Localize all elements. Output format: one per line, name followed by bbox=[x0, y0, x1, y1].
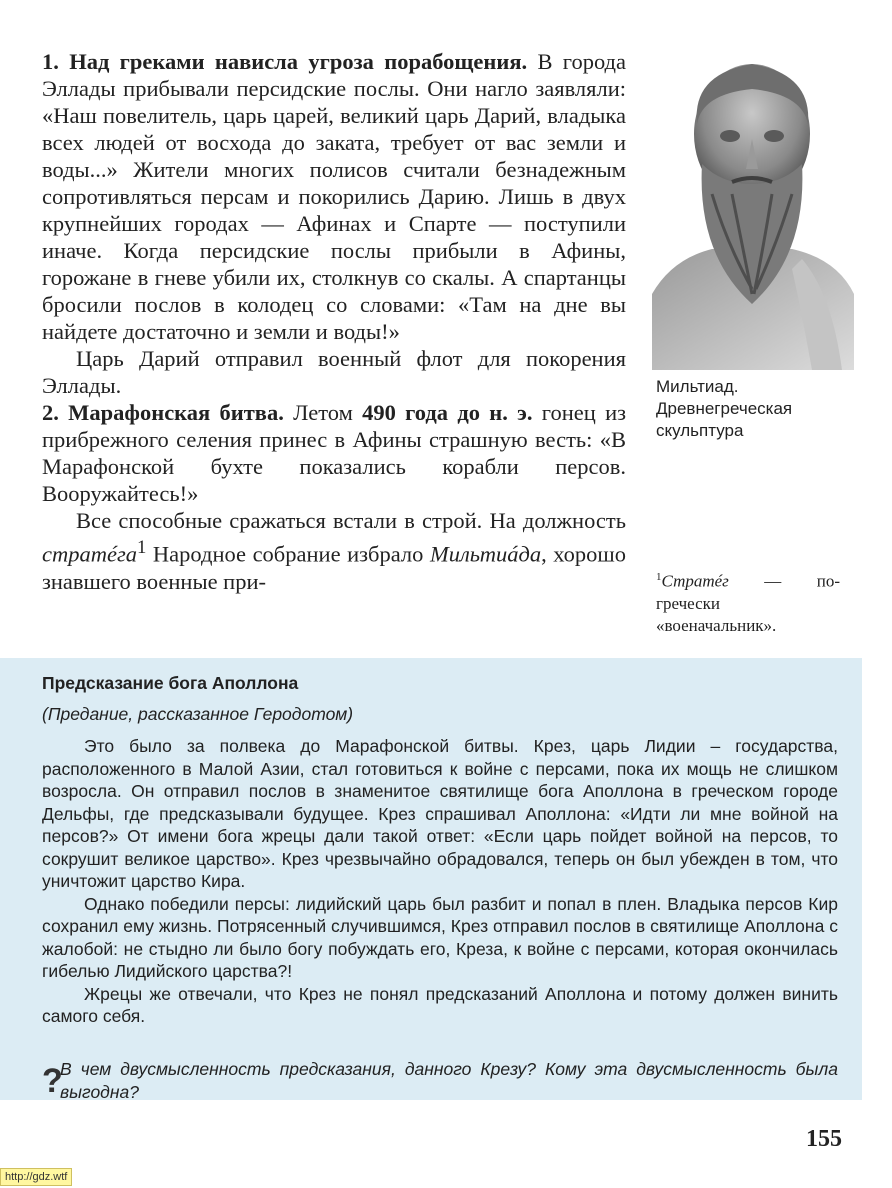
story-title: Предсказание бога Аполлона bbox=[42, 673, 299, 693]
miltiades-bust-image bbox=[652, 44, 854, 370]
section-2-text-b: гонец из прибрежного селения принес в Афины страшную весть: «В Марафонской бухте показались корабли персов. Вооружайтесь!» bbox=[42, 400, 627, 506]
section-2-paragraph bbox=[42, 399, 626, 507]
section-2-year: 490 года до н. э. bbox=[362, 400, 533, 425]
footnote-ref: 1 bbox=[137, 537, 147, 558]
footnote bbox=[656, 566, 840, 637]
section-2-paragraph-2 bbox=[42, 507, 626, 595]
footnote-term: Стратéг bbox=[661, 571, 729, 591]
section-2-text2-c: , хорошо знавшего военные при- bbox=[42, 541, 627, 594]
main-text-column bbox=[42, 48, 626, 595]
question-text: В чем двусмысленность предсказания, данного Крезу? Кому эта двусмысленность была выгодна? bbox=[60, 1059, 838, 1102]
question-mark-icon: ? bbox=[42, 1062, 63, 1100]
section-1-paragraph bbox=[42, 48, 626, 345]
story-paragraph: Это было за полвека до Марафонской битвы. Крез, царь Лидии – государства, расположенного в Малой Азии, стал готовиться к войне с персами, пока их мощь не слишком возросла. Он отправил послов в знаменитое святилище бога Аполлона в греческом городе Дельфы, где предсказывали будущее. Крез спрашивал Аполлона: «Идти ли мне войной на персов?» От имени бога жрецы дали такой ответ: «Если царь пойдет войной на персов, то сокрушит великое царство». Крез чрезвычайно обрадовался, теперь он был убежден в том, что уничтожит царство Кира. bbox=[42, 736, 838, 891]
question-block bbox=[42, 1058, 838, 1103]
story-paragraph: Однако победили персы: лидийский царь был разбит и попал в плен. Владыка персов Кир сохранил ему жизнь. Потрясенный случившимся, Крез отправил послов в святилище Аполлона с жалобой: не стыдно ли было богу побуждать его, Креза, к войне с персами, которая окончилась гибелью Лидийского царства?! bbox=[42, 893, 838, 981]
section-2-heading: 2. Марафонская битва. bbox=[42, 400, 284, 425]
story-subtitle: (Предание, рассказанное Геродотом) bbox=[42, 703, 354, 724]
watermark-link[interactable]: http://gdz.wtf bbox=[0, 1168, 72, 1186]
term-strateg: стратéга bbox=[42, 541, 137, 567]
section-1-text: В города Эллады прибывали персидские послы. Они нагло заявляли: «Наш повелитель, царь царей, великий царь Дарий, владыка всех людей от восхода до заката, требует от вас земли и воды...» Жители многих полисов считали безнадежным сопротивляться персам и покорились Дарию. Лишь в двух крупнейших городах — Афинах и Спарте — поступили иначе. Когда персидские послы прибыли в Афины, горожане в гневе убили их, столкнув со скалы. А спартанцы бросили послов в колодец со словами: «Там на дне вы найдете достаточно и земли и воды!» bbox=[42, 49, 626, 344]
section-1-paragraph-2: Царь Дарий отправил военный флот для покорения Эллады. bbox=[42, 346, 626, 398]
page-number: 155 bbox=[806, 1126, 842, 1152]
footnote-text: — по-гречески «военачальник». bbox=[656, 571, 840, 635]
figure-caption: Мильтиад. Древнегреческая скульптура bbox=[656, 377, 793, 440]
section-2-text-a: Летом bbox=[283, 400, 363, 425]
story-paragraph: Жрецы же отвечали, что Крез не понял предсказаний Аполлона и потому должен винить самого себя. bbox=[42, 983, 838, 1026]
section-2-text2-a: Все способные сражаться встали в строй. На должность bbox=[76, 508, 626, 533]
story-section bbox=[42, 672, 838, 1028]
section-1-heading: 1. Над греками нависла угроза порабощения. bbox=[42, 49, 528, 74]
footnote-number: 1 bbox=[656, 571, 662, 583]
name-miltiades: Мильтиáда bbox=[429, 541, 542, 567]
section-2-text2-b: Народное собрание избрало bbox=[146, 541, 430, 567]
